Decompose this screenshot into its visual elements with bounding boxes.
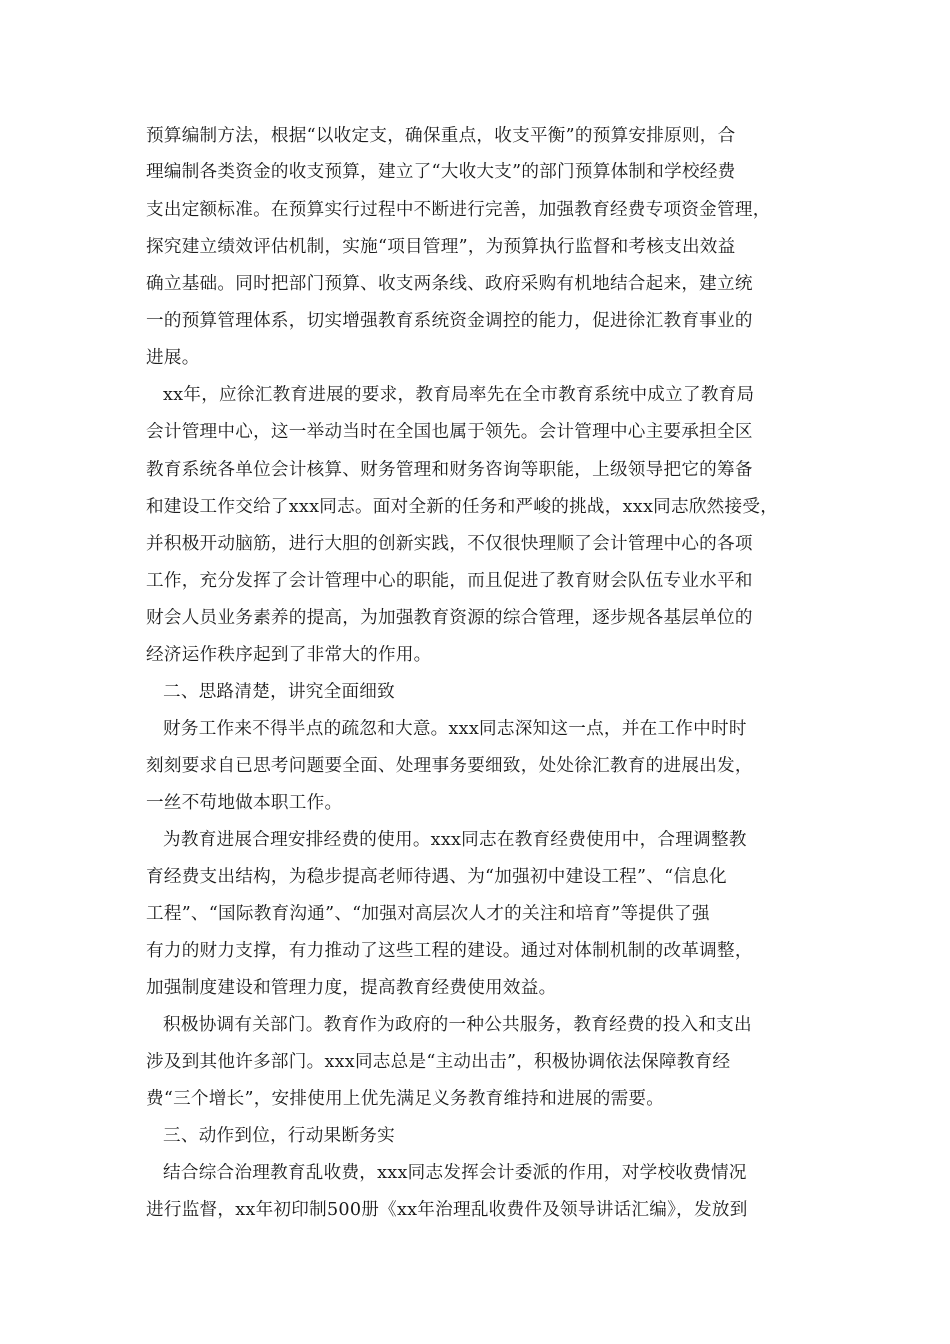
text-line: 预算编制方法，根据“以收定支，确保重点，收支平衡”的预算安排原则，合 (146, 126, 736, 146)
text-line: 会计管理中心，这一举动当时在全国也属于领先。会计管理中心主要承担全区 (146, 422, 753, 442)
text-line: 费“三个增长”，安排使用上优先满足义务教育维持和进展的需要。 (146, 1089, 665, 1109)
text-line: 并积极开动脑筋，进行大胆的创新实践，不仅很快理顺了会计管理中心的各项 (146, 534, 753, 554)
text-line: 有力的财力支撑，有力推动了这些工程的建设。通过对体制机制的改革调整， (146, 941, 753, 961)
text-line: 一的预算管理体系，切实增强教育系统资金调控的能力，促进徐汇教育事业的 (146, 311, 753, 331)
text-line: 和建设工作交给了xxx同志。面对全新的任务和严峻的挑战，xxx同志欣然接受， (146, 497, 779, 517)
text-line: 刻刻要求自已思考问题要全面、处理事务要细致，处处徐汇教育的进展出发， (146, 756, 753, 776)
text-line: 支出定额标准。在预算实行过程中不断进行完善，加强教育经费专项资金管理， (146, 200, 771, 220)
text-line: 理编制各类资金的收支预算，建立了“大收大支”的部门预算体制和学校经费 (146, 162, 736, 182)
paragraph-start-line: 结合综合治理教育乱收费，xxx同志发挥会计委派的作用，对学校收费情况 (163, 1163, 747, 1183)
text-line: 涉及到其他许多部门。xxx同志总是“主动出击”，积极协调依法保障教育经 (146, 1052, 731, 1072)
text-line: 加强制度建设和管理力度，提高教育经费使用效益。 (146, 978, 557, 998)
paragraph-start-line: 为教育进展合理安排经费的使用。xxx同志在教育经费使用中，合理调整教 (163, 830, 747, 850)
text-line: 一丝不苟地做本职工作。 (146, 793, 343, 813)
paragraph-start-line: 积极协调有关部门。教育作为政府的一种公共服务，教育经费的投入和支出 (163, 1015, 752, 1035)
text-line: 工作，充分发挥了会计管理中心的职能，而且促进了教育财会队伍专业水平和 (146, 571, 753, 591)
text-line: 经济运作秩序起到了非常大的作用。 (146, 645, 432, 665)
text-line: 工程”、“国际教育沟通”、“加强对高层次人才的关注和培育”等提供了强 (146, 904, 710, 924)
paragraph-start-line: 财务工作来不得半点的疏忽和大意。xxx同志深知这一点，并在工作中时时 (163, 719, 747, 739)
text-line: 教育系统各单位会计核算、财务管理和财务咨询等职能，上级领导把它的筹备 (146, 460, 753, 480)
paragraph-start-line: xx年，应徐汇教育进展的要求，教育局率先在全市教育系统中成立了教育局 (163, 385, 755, 405)
text-line: 育经费支出结构，为稳步提高老师待遇、为“加强初中建设工程”、“信息化 (146, 867, 727, 887)
section-heading: 二、思路清楚，讲究全面细致 (163, 682, 395, 702)
text-line: 确立基础。同时把部门预算、收支两条线、政府采购有机地结合起来，建立统 (146, 274, 753, 294)
text-line: 财会人员业务素养的提高，为加强教育资源的综合管理，逐步规各基层单位的 (146, 608, 753, 628)
text-line: 进行监督，xx年初印制500册《xx年治理乱收费件及领导讲话汇编》，发放到 (146, 1200, 748, 1220)
text-line: 进展。 (146, 348, 200, 368)
section-heading: 三、动作到位，行动果断务实 (163, 1126, 395, 1146)
text-line: 探究建立绩效评估机制，实施“项目管理”，为预算执行监督和考核支出效益 (146, 237, 736, 257)
